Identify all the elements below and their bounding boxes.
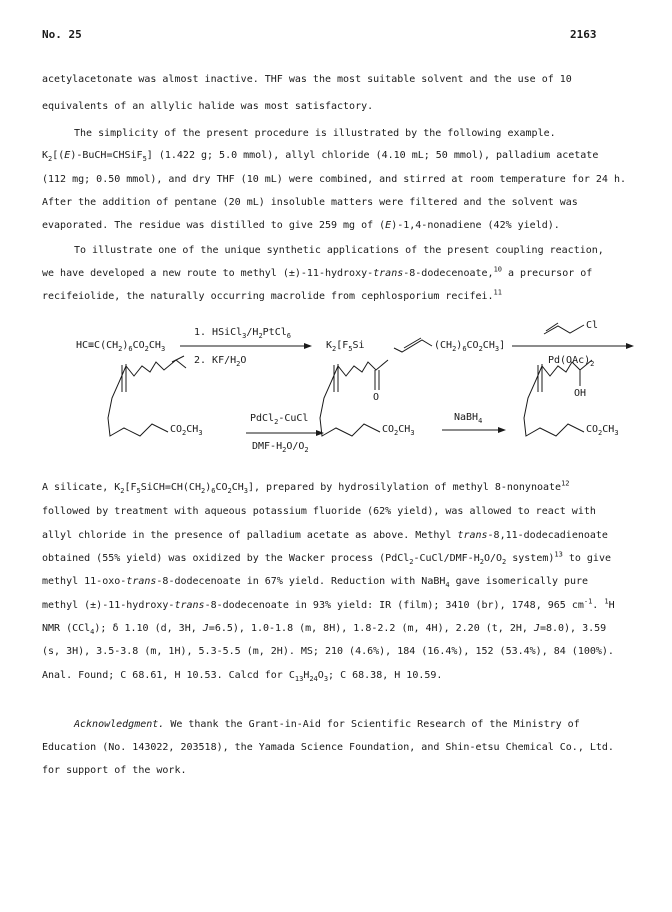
text-line: $K_2[(E)-BuCH=CHSiF_5]$ (1.422 g; 5.0 mmol), allyl chloride (4.10 mL; 50 mmol), palladium acetate	[42, 150, 599, 163]
arrowhead-1	[304, 343, 312, 349]
molecule-b-oxygen: O	[373, 392, 380, 403]
text-line: To illustrate one of the unique synthetic applications of the present coupling reaction,	[74, 245, 604, 256]
text-line: allyl chloride in the presence of palladium acetate as above. Methyl trans-8,11-dodecadienoate	[42, 530, 608, 541]
silicate-product-left: $K_2[F_5Si$	[326, 340, 365, 353]
arrowhead-2	[626, 343, 634, 349]
arrowhead-3	[316, 430, 324, 436]
acknowledgment-line: for support of the work.	[42, 765, 187, 776]
reagent-step3-top: PdCl$_2$-CuCl	[250, 413, 309, 426]
text-line: After the addition of pentane (20 mL) insoluble matters were filtered and the solvent was	[42, 197, 578, 208]
text-line: acetylacetonate was almost inactive. THF was the most suitable solvent and the use of 10	[42, 74, 572, 85]
vinyl-bond	[394, 340, 432, 352]
text-line: we have developed a new route to methyl (±)-11-hydroxy-trans-8-dodecenoate,$^{10}$ a precursor of	[42, 265, 593, 279]
text-line: (112 mg; 0.50 mmol), and dry THF (10 mL) were combined, and stirred at room temperature for 24 h.	[42, 174, 626, 185]
page-number: 2163	[570, 28, 597, 41]
text-line: (s, 3H), 3.5-3.8 (m, 1H), 5.3-5.5 (m, 2H). MS; 210 (4.6%), 184 (16.4%), 152 (53.4%), 84 (100%).	[42, 646, 614, 657]
reagent-step1-bottom: 2. $KF/H_2O$	[194, 355, 247, 368]
journal-issue: No. 25	[42, 28, 82, 41]
acknowledgment-line: Education (No. 143022, 203518), the Yamada Science Foundation, and Shin-etsu Chemical Co., Ltd.	[42, 742, 614, 753]
text-line: The simplicity of the present procedure is illustrated by the following example.	[74, 128, 556, 139]
text-line: recifeiolide, the naturally occurring macrolide from cephlosporium recifei.$^{11}$	[42, 288, 502, 302]
acknowledgment-line: Acknowledgment. We thank the Grant-in-Aid for Scientific Research of the Ministry of	[74, 719, 580, 730]
allyl-double-bond	[546, 323, 558, 331]
reagent-step4-top: NaBH$_4$	[454, 412, 483, 425]
arrowhead-4	[498, 427, 506, 433]
allyl-chloride-skeleton	[544, 325, 584, 334]
reactant-label: $HC\equiv C(CH_2)_6CO_2CH_3$	[76, 340, 166, 353]
molecule-b-ester: $CO_2CH_3$	[382, 424, 415, 437]
reagent-step2-bottom: $Pd(OAc)_2$	[548, 355, 595, 368]
text-line: methyl (±)-11-hydroxy-trans-8-dodecenoate in 93% yield: IR (film); 3410 (br), 1748, 965 $cm^{-1}$. $^1$H	[42, 597, 615, 611]
reagent-step3-bottom: DMF-$H_2O/O_2$	[252, 441, 309, 454]
text-line: NMR (CCl$_4$); δ 1.10 (d, 3H, J=6.5), 1.0-1.8 (m, 8H), 1.8-2.2 (m, 4H), 2.20 (t, 2H, J=8.0), 3.59	[42, 623, 607, 636]
allyl-chloride-cl: Cl	[586, 320, 599, 331]
molecule-a-ester: $CO_2CH_3$	[170, 424, 203, 437]
silicate-product-right: $(CH_2)_6CO_2CH_3$]	[434, 340, 506, 353]
text-line: obtained (55% yield) was oxidized by the Wacker process ($PdCl_2-CuCl/DMF-H_2O/O_2$ system)$^{13}$ to give	[42, 550, 611, 566]
text-line: Anal. Found; C 68.61, H 10.53. Calcd for $C_{13}H_{24}O_3$; C 68.38, H 10.59.	[42, 670, 443, 683]
text-line: followed by treatment with aqueous potassium fluoride (62% yield), was allowed to react with	[42, 506, 596, 517]
text-line: equivalents of an allylic halide was most satisfactory.	[42, 101, 374, 112]
molecule-c-hydroxyl: OH	[574, 388, 587, 399]
vinyl-double-bond	[404, 338, 421, 348]
molecule-c-ester: $CO_2CH_3$	[586, 424, 619, 437]
text-line: methyl 11-oxo-trans-8-dodecenoate in 67% yield. Reduction with NaBH$_4$ gave isomerically pure	[42, 576, 589, 589]
text-line: A silicate, $K_2[F_5SiCH=CH(CH_2)_6CO_2CH_3]$, prepared by hydrosilylation of methyl 8-nonynoate$^{12}$	[42, 479, 570, 495]
reagent-step1-top: 1. $HSiCl_3/H_2PtCl_6$	[194, 327, 291, 340]
text-line: evaporated. The residue was distilled to give 259 mg of (E)-1,4-nonadiene (42% yield).	[42, 220, 560, 231]
